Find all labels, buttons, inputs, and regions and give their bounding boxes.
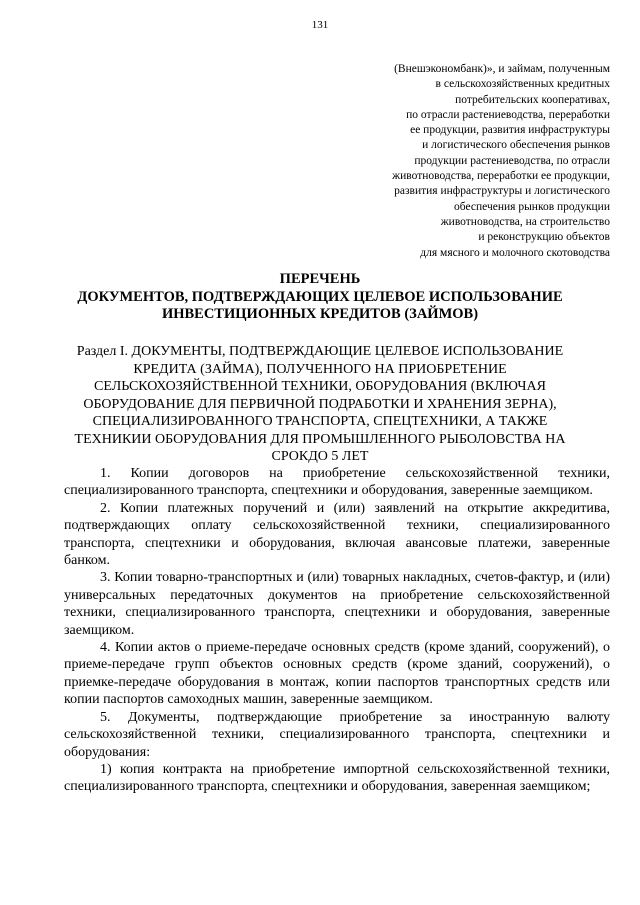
header-line: ее продукции, развития инфраструктуры: [410, 124, 610, 137]
section-title-line: Раздел I. ДОКУМЕНТЫ, ПОДТВЕРЖДАЮЩИЕ ЦЕЛЕВОЕ ИСПОЛЬЗОВАНИЕ: [76, 344, 564, 359]
header-line: для мясного и молочного скотоводства: [420, 246, 610, 259]
paragraph: 1) копия контракта на приобретение импортной сельскохозяйственной техники, специализированного транспорта, спецтехники и оборудования, заверенная заемщиком;: [64, 761, 610, 795]
header-line: обеспечения рынков продукции: [454, 200, 610, 213]
section-title-line: СРОКДО 5 ЛЕТ: [271, 449, 369, 464]
section-title: [58, 343, 582, 466]
paragraph: 5. Документы, подтверждающие приобретение за иностранную валюту сельскохозяйственной техники, специализированного транспорта, спецтехники и оборудования:: [64, 709, 610, 760]
title-line: ДОКУМЕНТОВ, ПОДТВЕРЖДАЮЩИХ ЦЕЛЕВОЕ ИСПОЛЬЗОВАНИЕ: [77, 288, 563, 305]
section-title-line: ОБОРУДОВАНИЕ ДЛЯ ПЕРВИЧНОЙ ПОДРАБОТКИ И ХРАНЕНИЯ ЗЕРНА),: [83, 396, 557, 412]
paragraph: 1. Копии договоров на приобретение сельскохозяйственной техники, специализированного транспорта, спецтехники и оборудования, заверенные заемщиком.: [64, 466, 610, 499]
page-number: 131: [311, 19, 329, 31]
section-title-line: КРЕДИТА (ЗАЙМА), ПОЛУЧЕННОГО НА ПРИОБРЕТЕНИЕ: [133, 361, 507, 377]
header-line: животноводства, на строительство: [440, 215, 610, 228]
document-body: [64, 465, 610, 796]
paragraph: 3. Копии товарно-транспортных и (или) товарных накладных, счетов-фактур, и (или) универсальных передаточных документов на приобретение сельскохозяйственной техники, специализированного транспорта, спецтехники и оборудования, заверенные заемщиком.: [64, 570, 610, 638]
header-line: потребительских кооперативах,: [455, 93, 610, 106]
title-line: ПЕРЕЧЕНЬ: [279, 271, 361, 287]
paragraph: 4. Копии актов о приеме-передаче основных средств (кроме зданий, сооружений), о приеме-передаче групп объектов основных средств (кроме зданий, сооружений), о приемке-передаче оборудования в монтаж, копии паспортов транспортных средств или копии паспортов самоходных машин, заверенные заемщиком.: [64, 640, 610, 708]
header-line: и реконструкцию объектов: [478, 231, 610, 244]
header-line: в сельскохозяйственных кредитных: [435, 78, 610, 91]
header-line: и логистического обеспечения рынков: [422, 139, 610, 152]
section-title-line: ТЕХНИКИИ ОБОРУДОВАНИЯ ДЛЯ ПРОМЫШЛЕННОГО РЫБОЛОВСТВА НА: [74, 431, 566, 447]
header-line: по отрасли растениеводства, переработки: [406, 108, 610, 121]
paragraph: 2. Копии платежных поручений и (или) заявлений на открытие аккредитива, подтверждающих оплату сельскохозяйственной техники, специализированного транспорта, спецтехники и оборудования, включая авансовые платежи, заверенные банком.: [64, 500, 610, 569]
title-line: ИНВЕСТИЦИОННЫХ КРЕДИТОВ (ЗАЙМОВ): [161, 306, 479, 322]
header-block: [310, 62, 610, 261]
header-line: животноводства, переработки ее продукции,: [392, 170, 610, 183]
section-title-line: СЕЛЬСКОХОЗЯЙСТВЕННОЙ ТЕХНИКИ, ОБОРУДОВАНИЯ (ВКЛЮЧАЯ: [94, 379, 546, 394]
header-line: развития инфраструктуры и логистического: [394, 185, 610, 198]
header-line: продукции растениеводства, по отрасли: [414, 154, 610, 167]
header-line: (Внешэкономбанк)», и займам, полученным: [394, 63, 610, 75]
document-title: [60, 271, 580, 324]
section-title-line: СПЕЦИАЛИЗИРОВАННОГО ТРАНСПОРТА, СПЕЦТЕХНИКИ, А ТАКЖЕ: [92, 414, 548, 429]
